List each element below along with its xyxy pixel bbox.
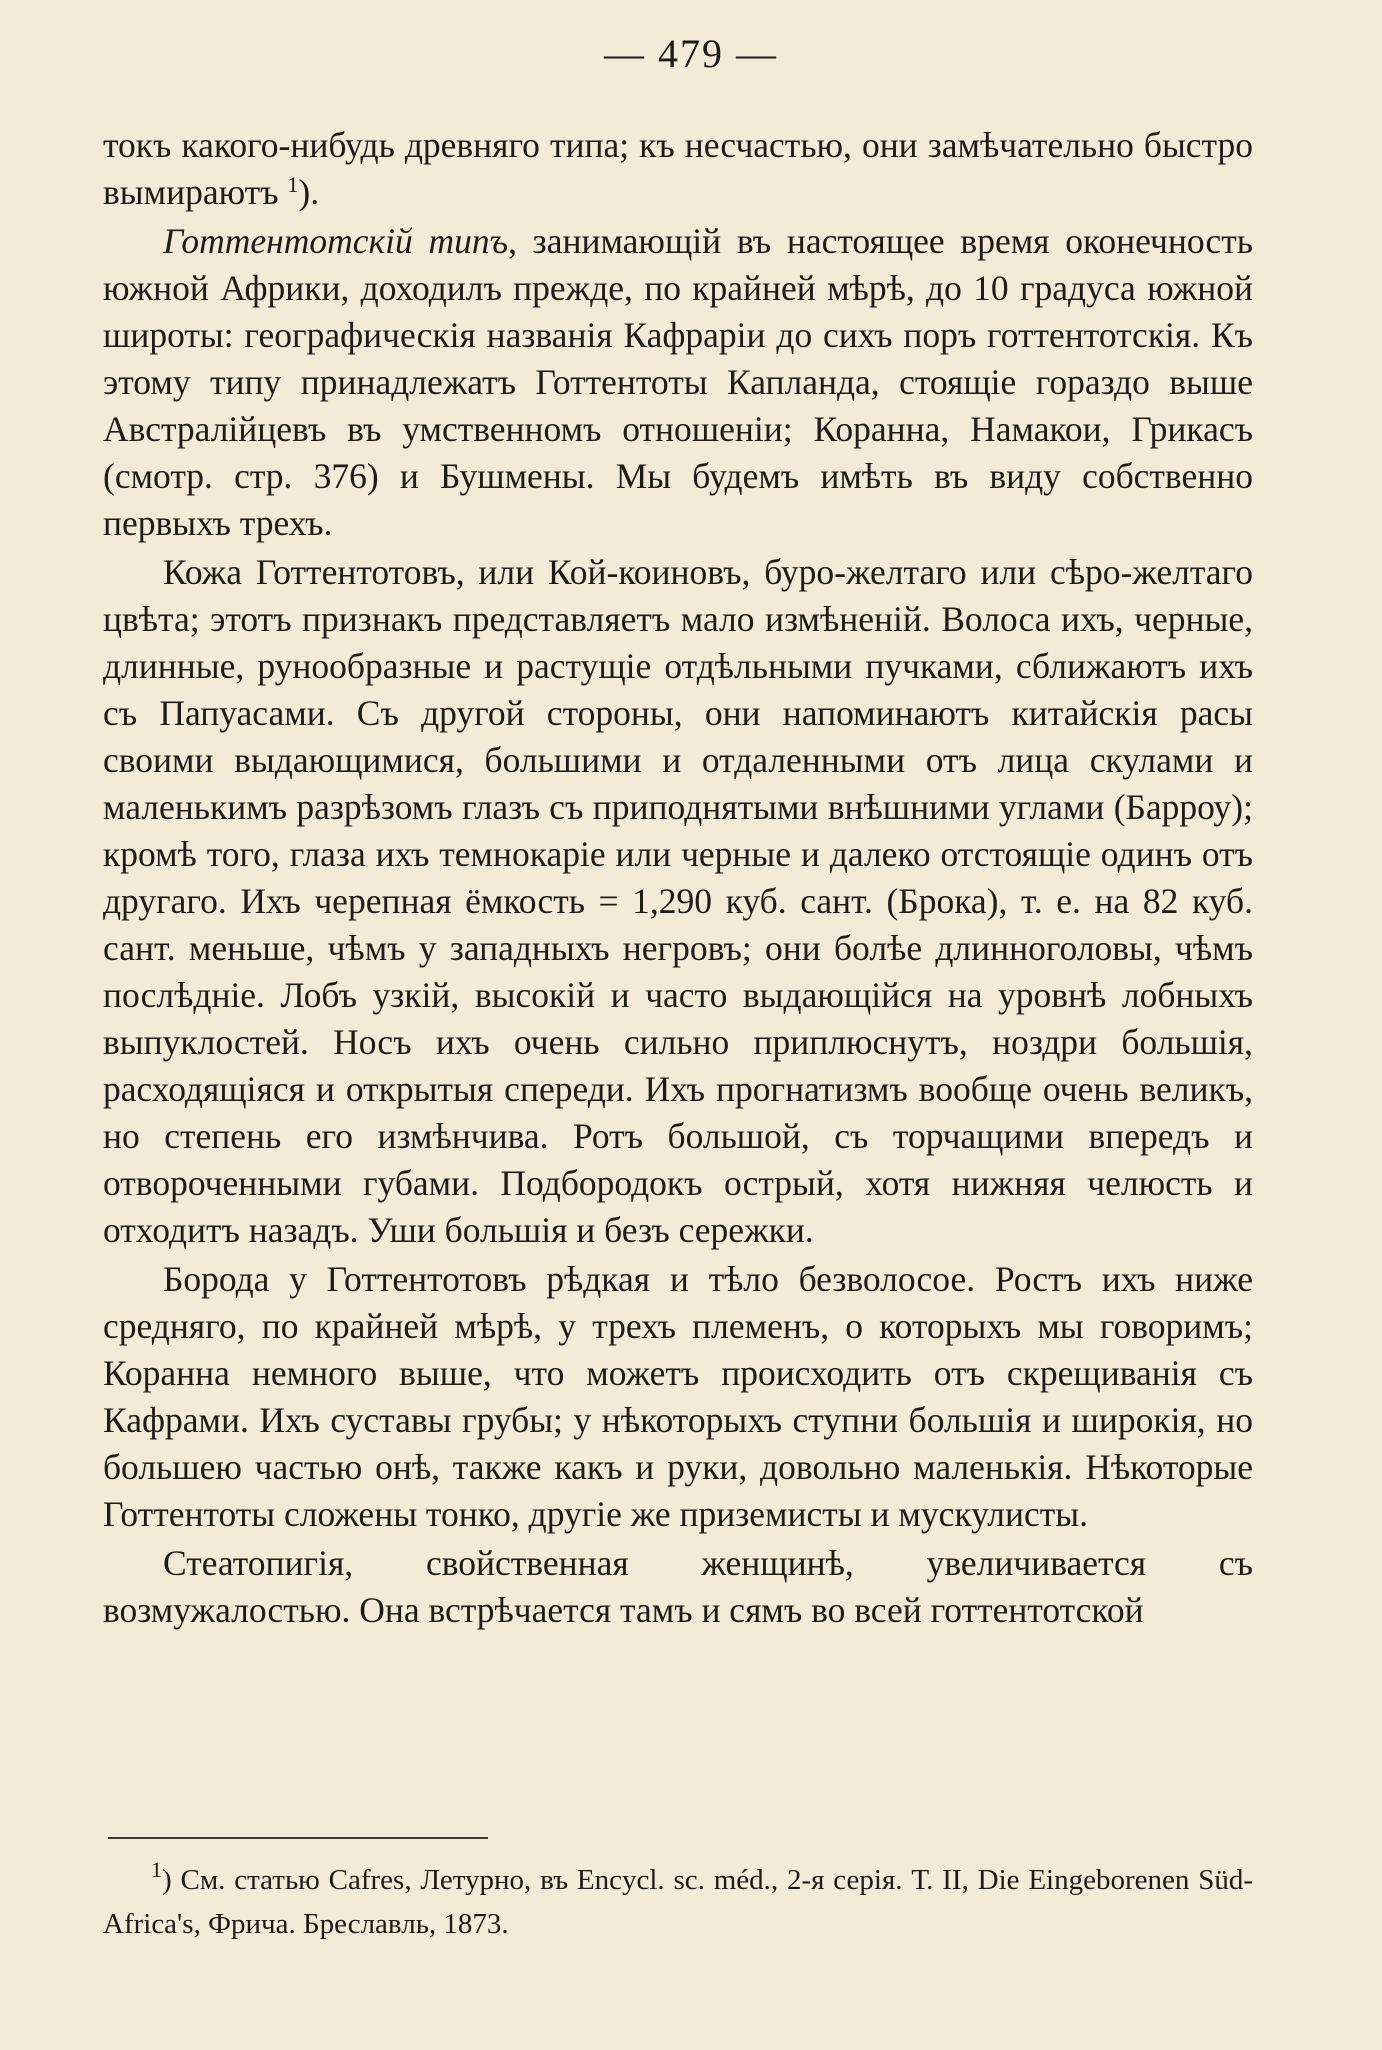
paragraph-2 [103,218,1253,547]
paragraph-1-text: токъ какого-нибудь древняго типа; къ несчастью, они замѣчательно быстро вымираютъ [103,125,1253,212]
footnote-text: ) См. статью Cafres, Летурно, въ Encycl. sc. méd., 2-я серія. Т. II, Die Eingeborenen Süd-Africa's, Фрича. Бреславль, 1873. [103,1864,1253,1940]
footnote-reference: 1 [287,172,299,197]
footnote-line [103,1858,1253,1946]
paragraph-1 [103,122,1253,216]
page-number: — 479 — [604,31,778,76]
paragraph-3: Кожа Готтентотовъ, или Кой-коиновъ, буро-желтаго или сѣро-желтаго цвѣта; этотъ признакъ представляетъ мало измѣненій. Волоса ихъ, черные, длинные, рунообразные и растущіе отдѣльными пучками, сближаютъ ихъ съ Папуасами. Съ другой стороны, они напоминаютъ китайскія расы своими выдающимися, большими и отдаленными отъ лица скулами и маленькимъ разрѣзомъ глазъ съ приподнятыми внѣшними углами (Барроу); кромѣ того, глаза ихъ темнокаріе или черные и далеко отстоящіе одинъ отъ другаго. Ихъ черепная ёмкость = 1,290 куб. сант. (Брока), т. е. на 82 куб. сант. меньше, чѣмъ у западныхъ негровъ; они болѣе длинноголовы, чѣмъ послѣдніе. Лобъ узкій, высокій и часто выдающійся на уровнѣ лобныхъ выпуклостей. Носъ ихъ очень сильно приплюснутъ, ноздри большія, расходящіяся и открытыя спереди. Ихъ прогнатизмъ вообще очень великъ, но степень его измѣнчива. Ротъ большой, съ торчащими впередъ и отвороченными губами. Подбородокъ острый, хотя нижняя челюсть и отходитъ назадъ. Уши большія и безъ сережки. [103,552,1253,1250]
page-body [103,122,1253,1636]
footnote [103,1858,1253,1946]
paragraph-2-italic-term: Готтентотскій типъ [163,221,509,261]
paragraph-4: Борода у Готтентотовъ рѣдкая и тѣло безволосое. Ростъ ихъ ниже средняго, по крайней мѣрѣ, у трехъ племенъ, о которыхъ мы говоримъ; Коранна немного выше, что можетъ происходить отъ скрещиванія съ Кафрами. Ихъ суставы грубы; у нѣкоторыхъ ступни большія и широкія, но большею частью онѣ, также какъ и руки, довольно маленькія. Нѣкоторые Готтентоты сложены тонко, другіе же приземисты и мускулисты. [103,1259,1253,1534]
paragraph-1-end: ). [298,172,320,212]
paragraph-2-text: , занимающій въ настоящее время оконечность южной Африки, доходилъ прежде, по крайней мѣрѣ, до 10 градуса южной широты: географическія названія Кафраріи до сихъ поръ готтентотскія. Къ этому типу принадлежатъ Готтентоты Капланда, стоящіе гораздо выше Австралійцевъ въ умственномъ отношеніи; Коранна, Намакои, Грикасъ (смотр. стр. 376) и Бушмены. Мы будемъ имѣть въ виду собственно первыхъ трехъ. [103,221,1254,543]
footnote-divider [108,1837,488,1839]
footnote-marker: 1 [151,1857,162,1882]
paragraph-5: Стеатопигія, свойственная женщинѣ, увеличивается съ возмужалостью. Она встрѣчается тамъ и сямъ во всей готтентотской [103,1543,1253,1630]
